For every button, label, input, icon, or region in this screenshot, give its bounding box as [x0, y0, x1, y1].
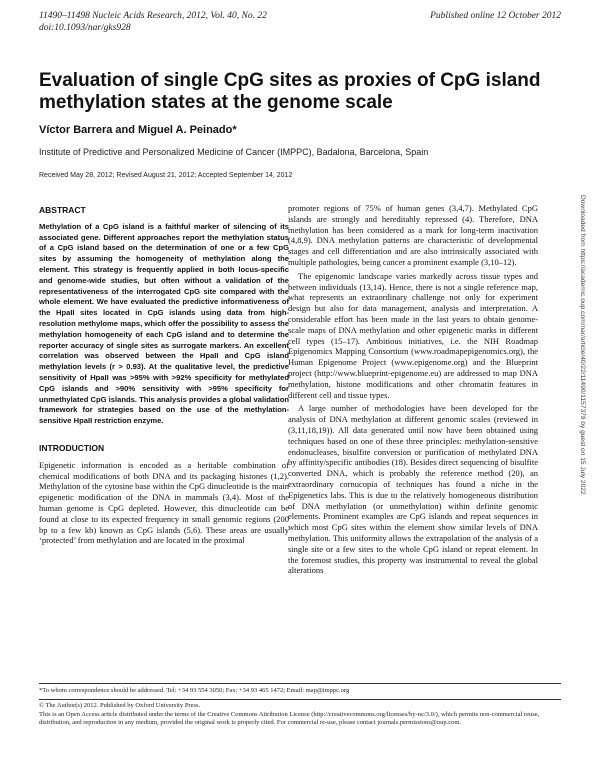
copyright-line: © The Author(s) 2012. Published by Oxford University Press.: [39, 702, 201, 709]
doi-line[interactable]: doi:10.1093/nar/gks928: [39, 23, 131, 33]
license-block: [39, 702, 561, 728]
license-text: This is an Open Access article distributed under the terms of the Creative Commons Attribution License (http://creativecommons.org/licenses/by-nc/3.0/), which permits non-commercial reuse, distribution, and reproduction in any medium, provided the original work is properly cited. For commercial re-use, please contact journals.permissions@oup.com.: [39, 710, 540, 726]
published-date: Published online 12 October 2012: [430, 11, 561, 21]
download-watermark[interactable]: Downloaded from https://academic.oup.com/nar/article/40/22/11490/1157379 by guest on 15 July 2022: [579, 195, 586, 495]
received-dates: Received May 28, 2012; Revised August 21, 2012; Accepted September 14, 2012: [39, 172, 293, 179]
correspondence-footnote: *To whom correspondence should be addressed. Tel: +34 93 554 3050; Fax: +34 93 465 1472; Email: map@imppc.org: [39, 687, 350, 694]
abstract-text: Methylation of a CpG island is a faithful marker of silencing of its associated gene. Different approaches report the methylation status of a CpG island based on the determination of one or a few CpG sites by assuming the homogeneity of methylation along the element. This strategy is frequently applied in both locus-specific and genome-wide studies, but often without a validation of the representativeness of the interrogated CpG site compared with the whole element. We have evaluated the predictive informativeness of the HpaII sites located in CpG islands using data from high-resolution methylome maps, which offer the possibility to assess the methylation homogeneity of each CpG island and to determine the reporter accuracy of single sites as surrogate markers. An excellent correlation was observed between the HpaII and CpG island methylation levels (r > 0.93). At the qualitative level, the predictive sensitivity of HpaII was >95% with >92% specificity for methylated CpG islands and >90% sensitivity with >95% specificity for unmethylated CpG islands. This analysis provides a global validation framework for strategies based on the use of the methylation-sensitive HpaII restriction enzyme.: [39, 221, 289, 426]
footnote-divider: [39, 683, 561, 684]
copyright-divider: [39, 699, 561, 700]
intro-paragraph-1: Epigenetic information is encoded as a heritable combination of chemical modifications of both DNA and its packaging histones (1,2). Methylation of the cytosine base within the CpG dinucleotide is the main epigenetic modification of the DNA in mammals (3,4). Most of the human genome is CpG depleted. However, this dinucleotide can be found at close to its expected frequency in small genomic regions (200 bp to a few kb) known as CpG islands (5,6). These areas are usually ‘protected’ from methylation and are located in the proximal: [39, 459, 289, 546]
authors: Víctor Barrera and Miguel A. Peinado*: [39, 124, 237, 136]
citation-line: 11490–11498 Nucleic Acids Research, 2012, Vol. 40, No. 22: [39, 11, 267, 21]
article-title: Evaluation of single CpG sites as proxies of CpG island methylation states at the genome scale: [39, 70, 541, 113]
body-paragraph-2: The epigenomic landscape varies markedly across tissue types and between individuals (13,14). Hence, there is not a single reference map, what represents an extraordinary challenge not only for experiment design but also for data management, analysis and interpretation. A considerable effort has been made in the last years to obtain genome-scale maps of DNA methylation and other epigenetic marks in different cell types (15–17). Ambitious initiatives, i.e. the NIH Roadmap Epigenomics Mapping Consortium (www.roadmapepigenomics.org), the Human Epigenome Project (www.epigenome.org) and the Blueprint project (http://www.blueprint-epigenome.eu) are addressed to map DNA methylation, histone modifications and other chromatin features in different cell and tissue types.: [288, 270, 538, 400]
right-column: [288, 203, 538, 576]
introduction-heading: INTRODUCTION: [39, 442, 105, 453]
left-column: [39, 205, 289, 546]
body-paragraph-3: A large number of methodologies have been developed for the analysis of DNA methylation at different genomic scales (reviewed in (3,11,18,19)). All data generated until now have been obtained using techniques based on one of these three principles: methylation-sensitive endonucleases, bisulfite conversion or purification of methylated DNA by affinity/specific antibodies (18). Besides direct sequencing of bisulfite converted DNA, which is probably the reference method (20), an extraordinary cornucopia of techniques has found a niche in the Epigenetics labs. This is due to the relatively homogeneous distribution of DNA methylation (or unmethylation) within definite genomic elements. Prominent examples are CpG islands and repeat sequences in which most CpG sites within the element show similar levels of DNA methylation. This uniformity allows the extrapolation of the analysis of a single site or a few sites to the whole CpG island or repeat element. In the foremost studies, this property was instrumental to reveal the global alterations: [288, 403, 538, 576]
journal-header: [39, 10, 267, 34]
affiliation: Institute of Predictive and Personalized Medicine of Cancer (IMPPC), Badalona, Barcelona, Spain: [39, 147, 429, 157]
abstract-heading: ABSTRACT: [39, 205, 86, 215]
body-paragraph-1: promoter regions of 75% of human genes (3,4,7). Methylated CpG islands are strongly and hereditably repressed (4). Therefore, DNA methylation has been considered as a mark for long-term inactivation (4,8,9). DNA methylation patterns are characteristic of developmental stages and cell differentiation and are also intrinsically associated with multiple pathologies, being cancer a prominent example (3,10–12).: [288, 203, 538, 267]
